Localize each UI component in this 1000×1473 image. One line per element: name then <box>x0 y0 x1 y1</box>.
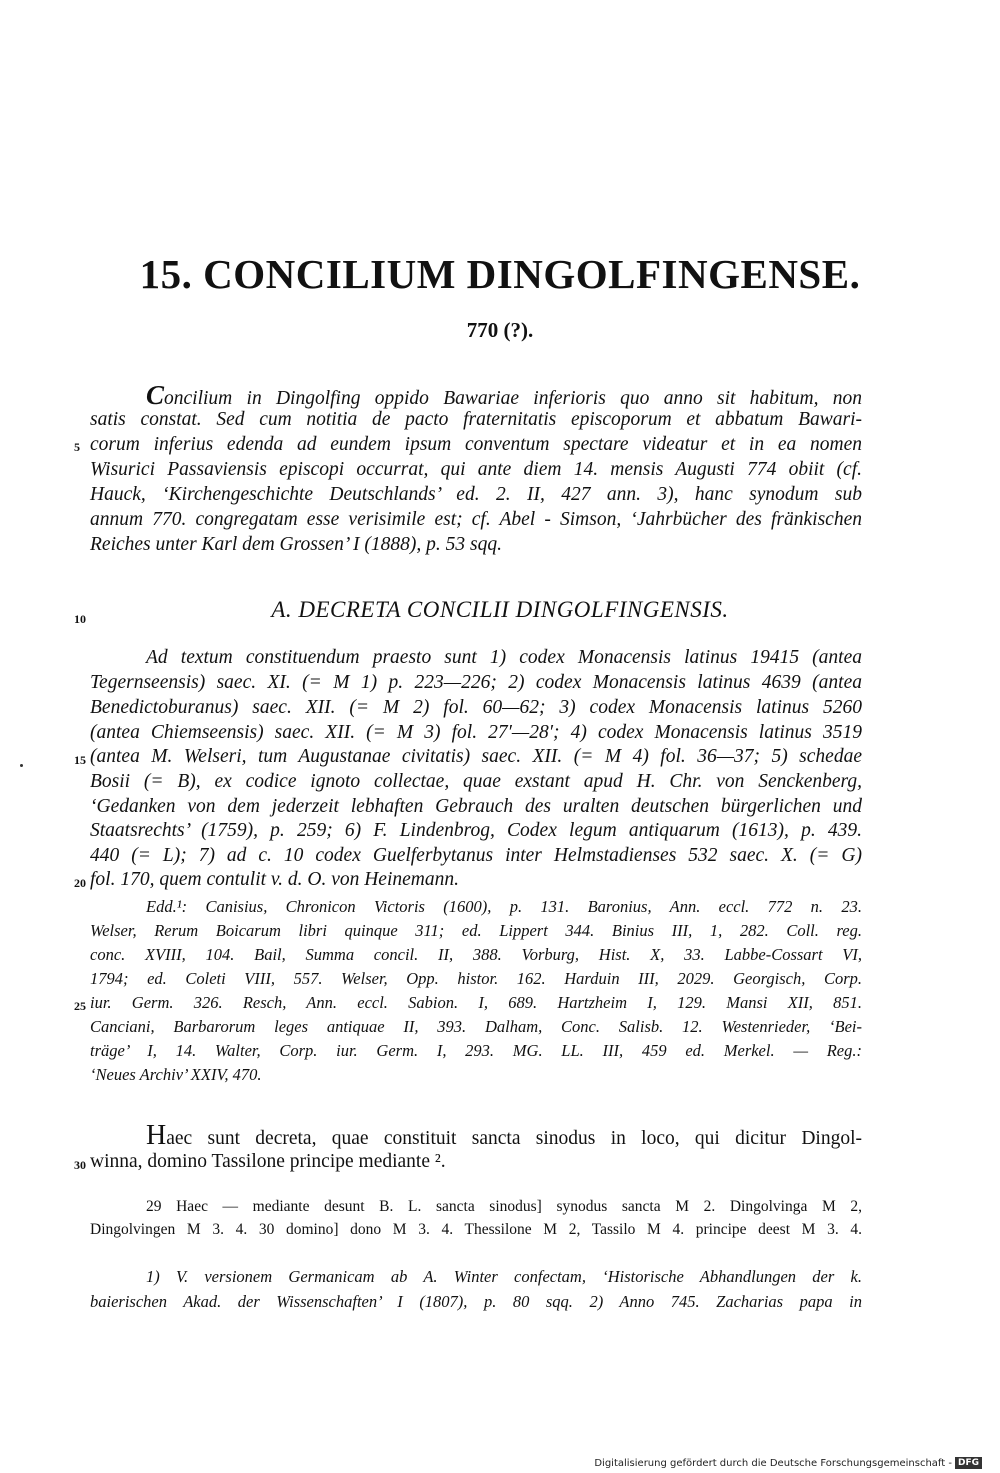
scan-speck <box>20 764 23 767</box>
line-number: 20 <box>74 876 86 890</box>
intro-line: Hauck, ‘Kirchengeschichte Deutschlands’ ed. 2. II, 427 ann. 3), hanc synodum sub <box>90 484 862 505</box>
digitization-footer <box>594 1457 982 1469</box>
intro-line: corum inferius edenda ad eundem ipsum conventum spectare videatur et in ea nomen <box>90 434 862 455</box>
footnote-line: baierischen Akad. der Wissenschaften’ I (1807), p. 80 sqq. 2) Anno 745. Zacharias papa in <box>90 1292 862 1311</box>
line-number: 5 <box>74 440 80 454</box>
line-number: 30 <box>74 1158 86 1172</box>
intro-line: annum 770. congregatam esse verisimile est; cf. Abel - Simson, ‘Jahrbücher des fränkischen <box>90 509 862 530</box>
editions-line: 1794; ed. Coleti VIII, 557. Welser, Opp. histor. 162. Harduin III, 2029. Georgisch, Corp. <box>90 969 862 988</box>
intro-line: satis constat. Sed cum notitia de pacto fraternitatis episcoporum et abbatum Bawari- <box>90 409 862 430</box>
codices-line: Staatsrechts’ (1759), p. 259; 6) F. Lindenbrog, Codex legum antiquarum (1613), p. 439. <box>90 820 862 841</box>
codices-line: Tegernseensis) saec. XI. (= M 1) p. 223—226; 2) codex Monacensis latinus 4639 (antea <box>90 672 862 693</box>
apparatus-line: Dingolvingen M 3. 4. 30 domino] dono M 3. 4. Thessilone M 2, Tassilo M 4. principe deest M 3. 4. <box>90 1221 862 1238</box>
section-heading: A. DECRETA CONCILII DINGOLFINGENSIS. <box>271 597 729 622</box>
intro-line: Reiches unter Karl dem Grossen’ I (1888), p. 53 sqq. <box>90 534 502 555</box>
decree-line <box>146 1120 862 1152</box>
line-number: 15 <box>74 753 86 767</box>
intro-line: Wisurici Passaviensis episcopi occurrat, qui ante diem 14. mensis Augusti 774 obiit (cf. <box>90 459 862 480</box>
codices-line: fol. 170, quem contulit v. d. O. von Heinemann. <box>90 869 459 890</box>
intro-line <box>146 380 862 411</box>
editions-line: iur. Germ. 326. Resch, Ann. eccl. Sabion. I, 689. Hartzheim I, 129. Mansi XII, 851. <box>90 993 862 1012</box>
codices-line: Ad textum constituendum praesto sunt 1) codex Monacensis latinus 19415 (antea <box>146 647 862 668</box>
codices-line: (antea Chiemseensis) saec. XII. (= M 3) fol. 27′—28′; 4) codex Monacensis latinus 3519 <box>90 722 862 743</box>
decree-line-text: aec sunt decreta, quae constituit sancta sinodus in loco, qui dicitur Dingol- <box>166 1128 862 1149</box>
apparatus-line: 29 Haec — mediante desunt B. L. sancta sinodus] synodus sancta M 2. Dingolvinga M 2, <box>146 1198 862 1215</box>
drop-initial: H <box>146 1120 167 1151</box>
footer-text: Digitalisierung gefördert durch die Deutsche Forschungsgemeinschaft - <box>594 1457 952 1469</box>
codices-line: Benedictoburanus) saec. XII. (= M 2) fol. 60—62; 3) codex Monacensis latinus 5260 <box>90 697 862 718</box>
codices-line: (antea M. Welseri, tum Augustanae civitatis) saec. XII. (= M 4) fol. 36—37; 5) schedae <box>90 746 862 767</box>
editions-line: Canciani, Barbarorum leges antiquae II, 393. Dalham, Conc. Salisb. 12. Westenrieder, ‘Bei- <box>90 1017 862 1036</box>
decree-line: winna, domino Tassilone principe mediante ². <box>90 1151 446 1172</box>
editions-line: conc. XVIII, 104. Bail, Summa concil. II, 388. Vorburg, Hist. X, 33. Labbe-Cossart VI, <box>90 945 862 964</box>
intro-line-text: oncilium in Dingolfing oppido Bawariae inferioris quo anno sit habitum, non <box>164 388 862 409</box>
editions-line: Welser, Rerum Boicarum libri quinque 311; ed. Lippert 344. Binius III, 1, 282. Coll. reg. <box>90 921 862 940</box>
dfg-logo: DFG <box>955 1457 982 1469</box>
editions-line: Edd.¹: Canisius, Chronicon Victoris (1600), p. 131. Baronius, Ann. eccl. 772 n. 23. <box>146 897 862 916</box>
line-number: 10 <box>74 612 86 626</box>
editions-line: träge’ I, 14. Walter, Corp. iur. Germ. I, 293. MG. LL. III, 459 ed. Merkel. — Reg.: <box>90 1041 862 1060</box>
line-number: 25 <box>74 999 86 1013</box>
footnote-line: 1) V. versionem Germanicam ab A. Winter confectam, ‘Historische Abhandlungen der k. <box>146 1267 862 1286</box>
codices-line: Bosii (= B), ex codice ignoto collectae, quae exstant apud H. Chr. von Senckenberg, <box>90 771 862 792</box>
editions-line: ‘Neues Archiv’ XXIV, 470. <box>90 1065 262 1084</box>
council-date: 770 (?). <box>466 318 534 342</box>
page-title: 15. CONCILIUM DINGOLFINGENSE. <box>139 251 861 297</box>
codices-line: ‘Gedanken von dem jederzeit lebhaften Gebrauch des uralten deutschen bürgerlichen und <box>90 796 862 817</box>
drop-initial: C <box>146 380 165 410</box>
codices-line: 440 (= L); 7) ad c. 10 codex Guelferbytanus inter Helmstadienses 532 saec. X. (= G) <box>90 845 862 866</box>
